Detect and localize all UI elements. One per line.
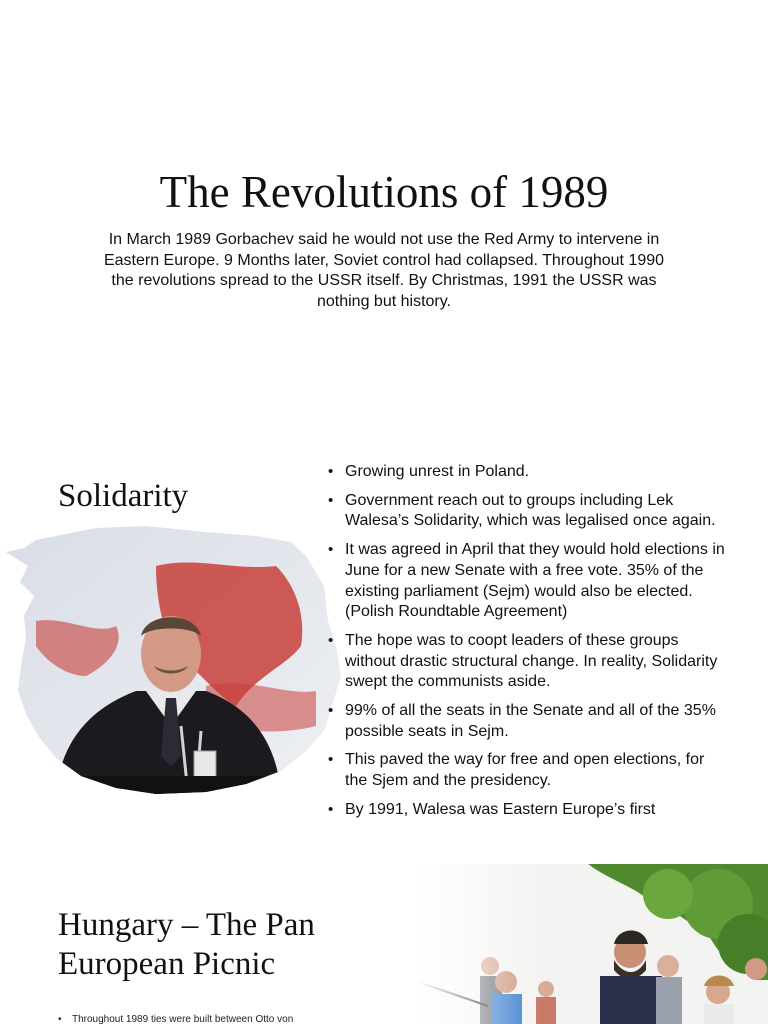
list-item: • Government reach out to groups including Lek Walesa’s Solidarity, which was legalised once again. bbox=[326, 491, 726, 532]
hungary-heading: Hungary – The Pan European Picnic bbox=[58, 907, 315, 982]
list-item: • This paved the way for free and open elections, for the Sjem and the presidency. bbox=[326, 750, 726, 791]
slide-title bbox=[0, 0, 768, 432]
list-item: • Growing unrest in Poland. bbox=[326, 462, 726, 483]
list-item: • By 1991, Walesa was Eastern Europe’s first bbox=[326, 800, 726, 821]
list-item: • The hope was to coopt leaders of these groups without drastic structural change. In reality, Solidarity swept the communists aside. bbox=[326, 631, 726, 693]
hungary-bullets bbox=[58, 1014, 358, 1024]
slide-hungary bbox=[0, 864, 768, 1024]
list-item: • It was agreed in April that they would hold elections in June for a new Senate with a free vote. 35% of the existing parliament (Sejm) would also be elected. (Polish Roundtable Agreement) bbox=[326, 540, 726, 623]
solidarity-bullets bbox=[326, 462, 726, 829]
slide-solidarity bbox=[0, 432, 768, 864]
slide-title-subtitle: In March 1989 Gorbachev said he would not use the Red Army to intervene in Eastern Europe. 9 Months later, Soviet control had collapsed. Throughout 1990 the revolutions spread to the USSR itself. By Christmas, 1991 the USSR was nothing but history. bbox=[103, 231, 665, 310]
crowd-photo bbox=[418, 864, 768, 1024]
list-item: • 99% of all the seats in the Senate and all of the 35% possible seats in Sejm. bbox=[326, 701, 726, 742]
list-item: • Throughout 1989 ties were built between Otto von bbox=[58, 1014, 358, 1024]
solidarity-heading: Solidarity bbox=[58, 478, 189, 514]
speaker-photo bbox=[6, 526, 341, 794]
slide-title-heading: The Revolutions of 1989 bbox=[159, 167, 609, 217]
